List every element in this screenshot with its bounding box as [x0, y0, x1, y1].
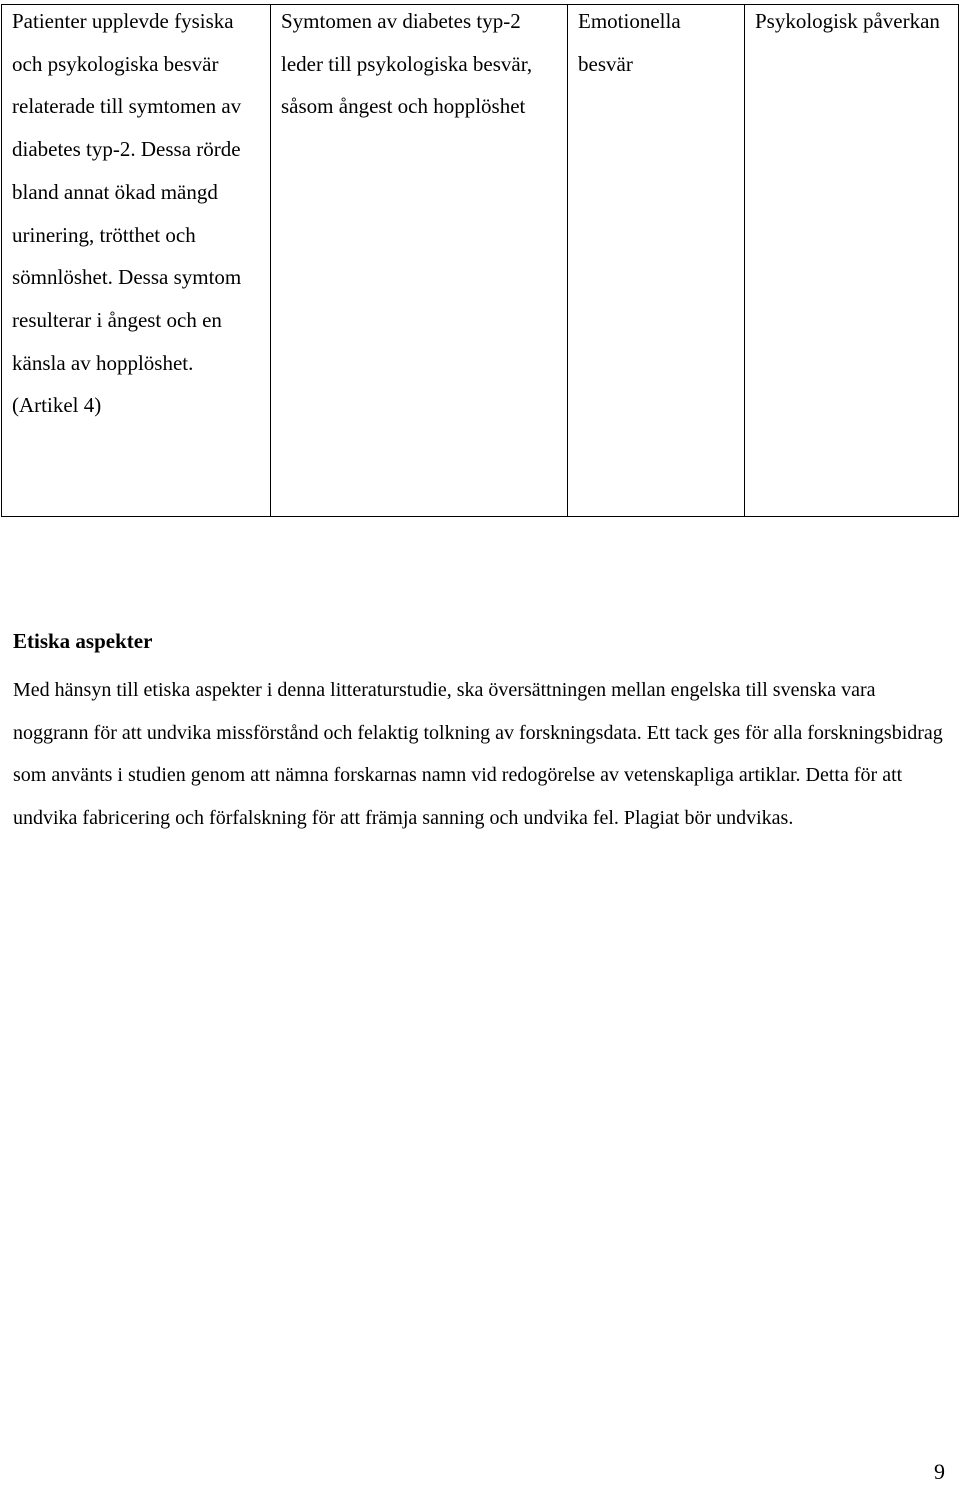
table-cell-summary — [2, 5, 271, 517]
table-cell-subcategory — [568, 5, 745, 517]
condensed-text: Symtomen av diabetes typ-2 leder till psykologiska besvär, såsom ångest och hopplöshet — [281, 9, 533, 119]
subcategory-text: Emotionella besvär — [578, 9, 681, 76]
section-paragraph: Med hänsyn till etiska aspekter i denna litteraturstudie, ska översättningen mellan engelska till svenska vara noggrann för att undvika missförstånd och felaktig tolkning av forskningsdata. Ett tack ges för alla forskningsbidrag som använts i studien genom att nämna forskarnas namn vid redogörelse av vetenskapliga artiklar. Detta för att undvika fabricering och förfalskning för att främja sanning och undvika fel. Plagiat bör undvikas. — [13, 679, 943, 829]
page-number: 9 — [934, 1459, 945, 1484]
table-row — [2, 5, 959, 517]
category-text: Psykologisk påverkan — [755, 9, 940, 33]
table-cell-category — [745, 5, 959, 517]
table-cell-condensed — [271, 5, 568, 517]
section-heading: Etiska aspekter — [13, 629, 153, 653]
analysis-table — [1, 4, 959, 517]
summary-text: Patienter upplevde fysiska och psykologiska besvär relaterade till symtomen av diabetes typ-2. Dessa rörde bland annat ökad mängd urinering, trötthet och sömnlöshet. Dessa symtom resulterar i ångest och en känsla av hopplöshet. (Artikel 4) — [12, 9, 242, 418]
